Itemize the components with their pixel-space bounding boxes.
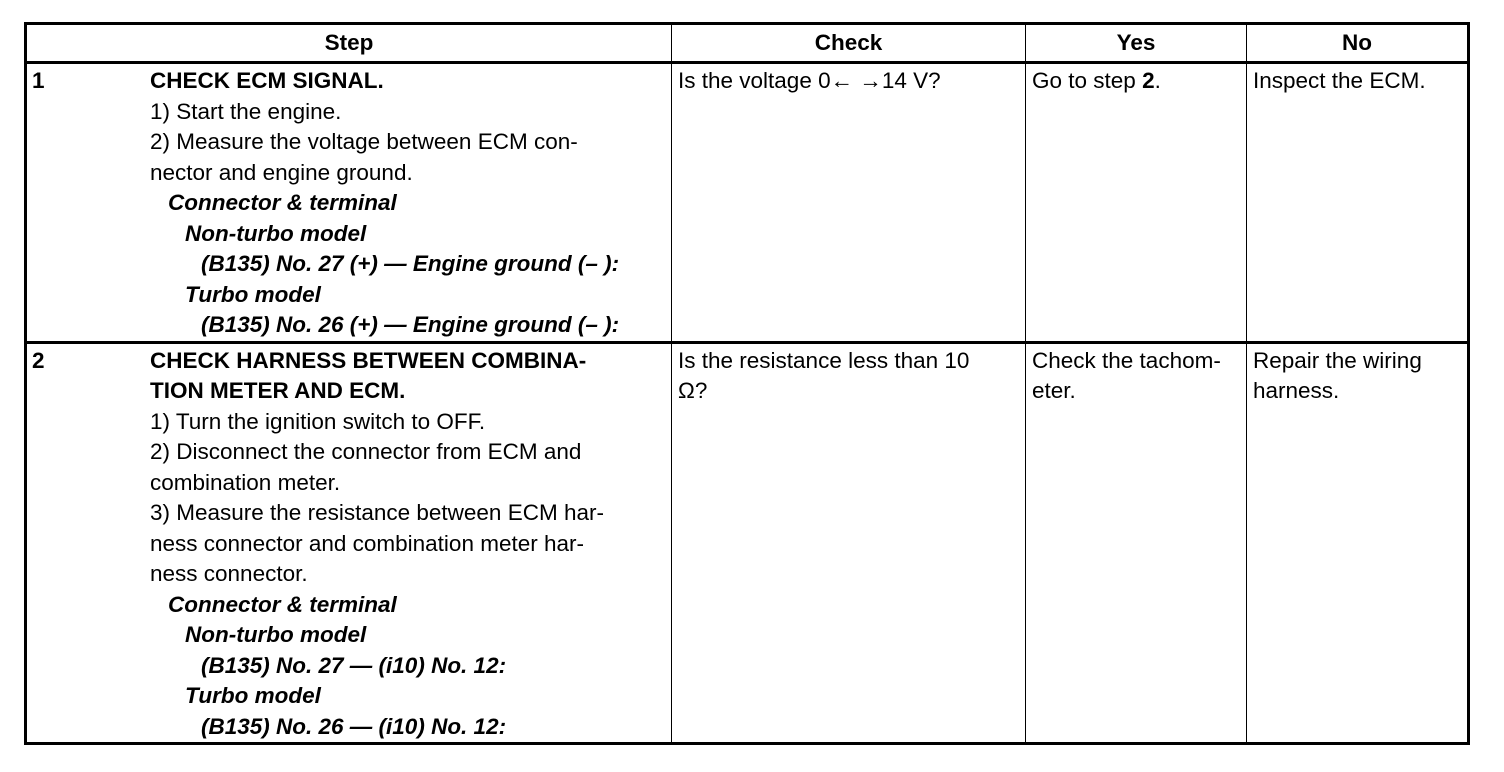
step-cell: [26, 342, 672, 744]
step-number: 2: [32, 347, 45, 373]
yes-text: eter.: [1032, 378, 1076, 403]
connector-heading: Connector & terminal: [168, 190, 397, 215]
header-yes: Yes: [1026, 24, 1247, 63]
yes-suffix: .: [1154, 68, 1161, 93]
model-name: Non-turbo model: [185, 220, 367, 246]
instruction-line: 3) Measure the resistance between ECM har-: [150, 500, 604, 525]
header-no: No: [1247, 24, 1469, 63]
terminal-spec: (B135) No. 26 (+) — Engine ground (– ):: [201, 312, 620, 337]
check-text: Is the voltage 0← →14 V?: [678, 68, 941, 93]
check-text: Ω?: [678, 378, 708, 403]
no-cell: [1247, 63, 1469, 343]
table-row: [26, 342, 1469, 744]
check-cell: [672, 63, 1026, 343]
yes-prefix: Go to step: [1032, 68, 1143, 93]
diagnostic-table: [24, 22, 1470, 745]
no-text: Inspect the ECM.: [1253, 68, 1426, 93]
terminal-spec: (B135) No. 27 — (i10) No. 12:: [201, 652, 507, 678]
no-text: Repair the wiring: [1253, 347, 1422, 373]
step-title: CHECK ECM SIGNAL.: [150, 68, 384, 93]
check-text: Is the resistance less than 10: [678, 347, 970, 373]
step-title: TION METER AND ECM.: [150, 378, 406, 403]
no-cell: [1247, 342, 1469, 744]
instruction-line: 2) Disconnect the connector from ECM and: [150, 439, 582, 464]
connector-heading: Connector & terminal: [168, 591, 397, 617]
yes-text: [1026, 64, 1246, 97]
header-step: Step: [26, 24, 672, 63]
instruction-line: 1) Turn the ignition switch to OFF.: [150, 408, 486, 434]
instruction-line: ness connector and combination meter har-: [150, 530, 584, 556]
instruction-line: 2) Measure the voltage between ECM con-: [150, 129, 578, 154]
no-text: harness.: [1253, 378, 1340, 403]
terminal-spec: (B135) No. 27 (+) — Engine ground (– ):: [201, 251, 620, 276]
yes-step-link: 2: [1142, 68, 1155, 93]
yes-cell: [1026, 63, 1247, 343]
model-name: Turbo model: [185, 683, 321, 708]
model-name: Non-turbo model: [185, 622, 367, 647]
header-check: Check: [672, 24, 1026, 63]
table-row: [26, 63, 1469, 343]
yes-text: Check the tachom-: [1032, 347, 1221, 373]
instruction-line: combination meter.: [150, 469, 341, 495]
step-number: 1: [32, 68, 45, 93]
check-cell: [672, 342, 1026, 744]
instruction-line: nector and engine ground.: [150, 159, 413, 185]
instruction-line: ness connector.: [150, 561, 308, 586]
yes-cell: [1026, 342, 1247, 744]
model-name: Turbo model: [185, 281, 321, 307]
step-title: CHECK HARNESS BETWEEN COMBINA-: [150, 347, 587, 373]
instruction-line: 1) Start the engine.: [150, 98, 342, 124]
terminal-spec: (B135) No. 26 — (i10) No. 12:: [201, 713, 507, 739]
step-cell: [26, 63, 672, 343]
header-row: [26, 24, 1469, 63]
